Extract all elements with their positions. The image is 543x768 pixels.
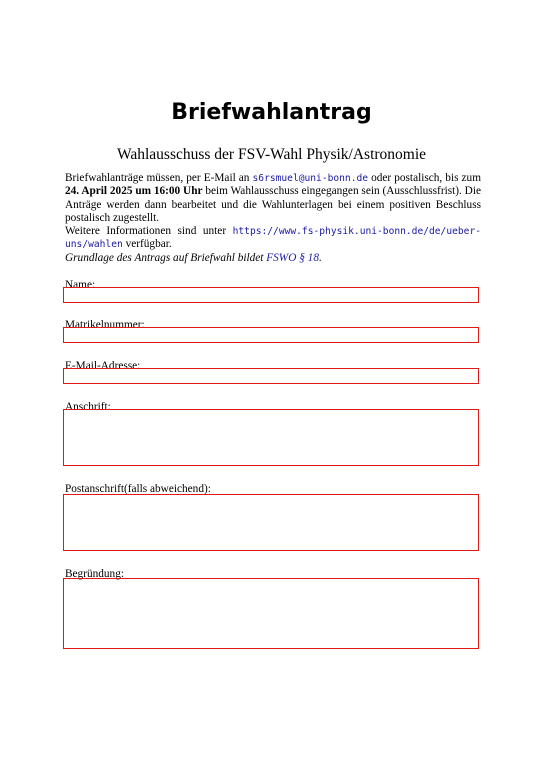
email-label: E-Mail-Adresse: [65, 360, 141, 372]
legal-basis-part: Grundlage des Antrags auf Briefwahl bildet [65, 251, 267, 264]
fswo-link[interactable]: FSWO § 18 [266, 251, 319, 264]
matrikel-label: Matrikelnummer: [65, 319, 145, 331]
intro-text-part: Briefwahlanträge müssen, per E-Mail an [65, 172, 253, 184]
begruendung-label: Begründung: [65, 568, 124, 580]
begruendung-field[interactable] [63, 578, 479, 649]
email-link[interactable]: s6rsmuel@uni-bonn.de [252, 173, 369, 184]
info-text-part: verfügbar. [122, 238, 172, 251]
document-subtitle: Wahlausschuss der FSV-Wahl Physik/Astronomie [116, 146, 427, 163]
info-text-part: Weitere Informationen sind unter [65, 225, 233, 238]
deadline-text: 24. April 2025 um 16:00 Uhr [65, 185, 203, 198]
info-url-link[interactable]: https://www.fs-physik.uni-bonn.de/de/ueber-uns/wahlen [65, 226, 481, 251]
intro-text [65, 172, 481, 265]
name-field[interactable] [63, 287, 479, 303]
email-field[interactable] [63, 368, 479, 384]
anschrift-field[interactable] [63, 409, 479, 466]
postanschrift-label: Postanschrift(falls abweichend): [65, 483, 211, 495]
name-label: Name: [65, 279, 96, 291]
intro-text-part: oder postalisch, bis zum [368, 172, 481, 184]
anschrift-label: Anschrift: [65, 401, 111, 413]
legal-basis-part: . [318, 251, 322, 264]
matrikel-field[interactable] [63, 327, 479, 343]
postanschrift-field[interactable] [63, 494, 479, 551]
intro-text-part: beim Wahlausschuss eingegangen sein (Ausschlussfrist). Die Anträge werden dann bearbeitet und die Wahlunterlagen bei einem positiven Beschluss postalisch zugestellt. [65, 185, 481, 224]
document-title: Briefwahlantrag [171, 100, 372, 125]
legal-basis-text [65, 252, 322, 264]
